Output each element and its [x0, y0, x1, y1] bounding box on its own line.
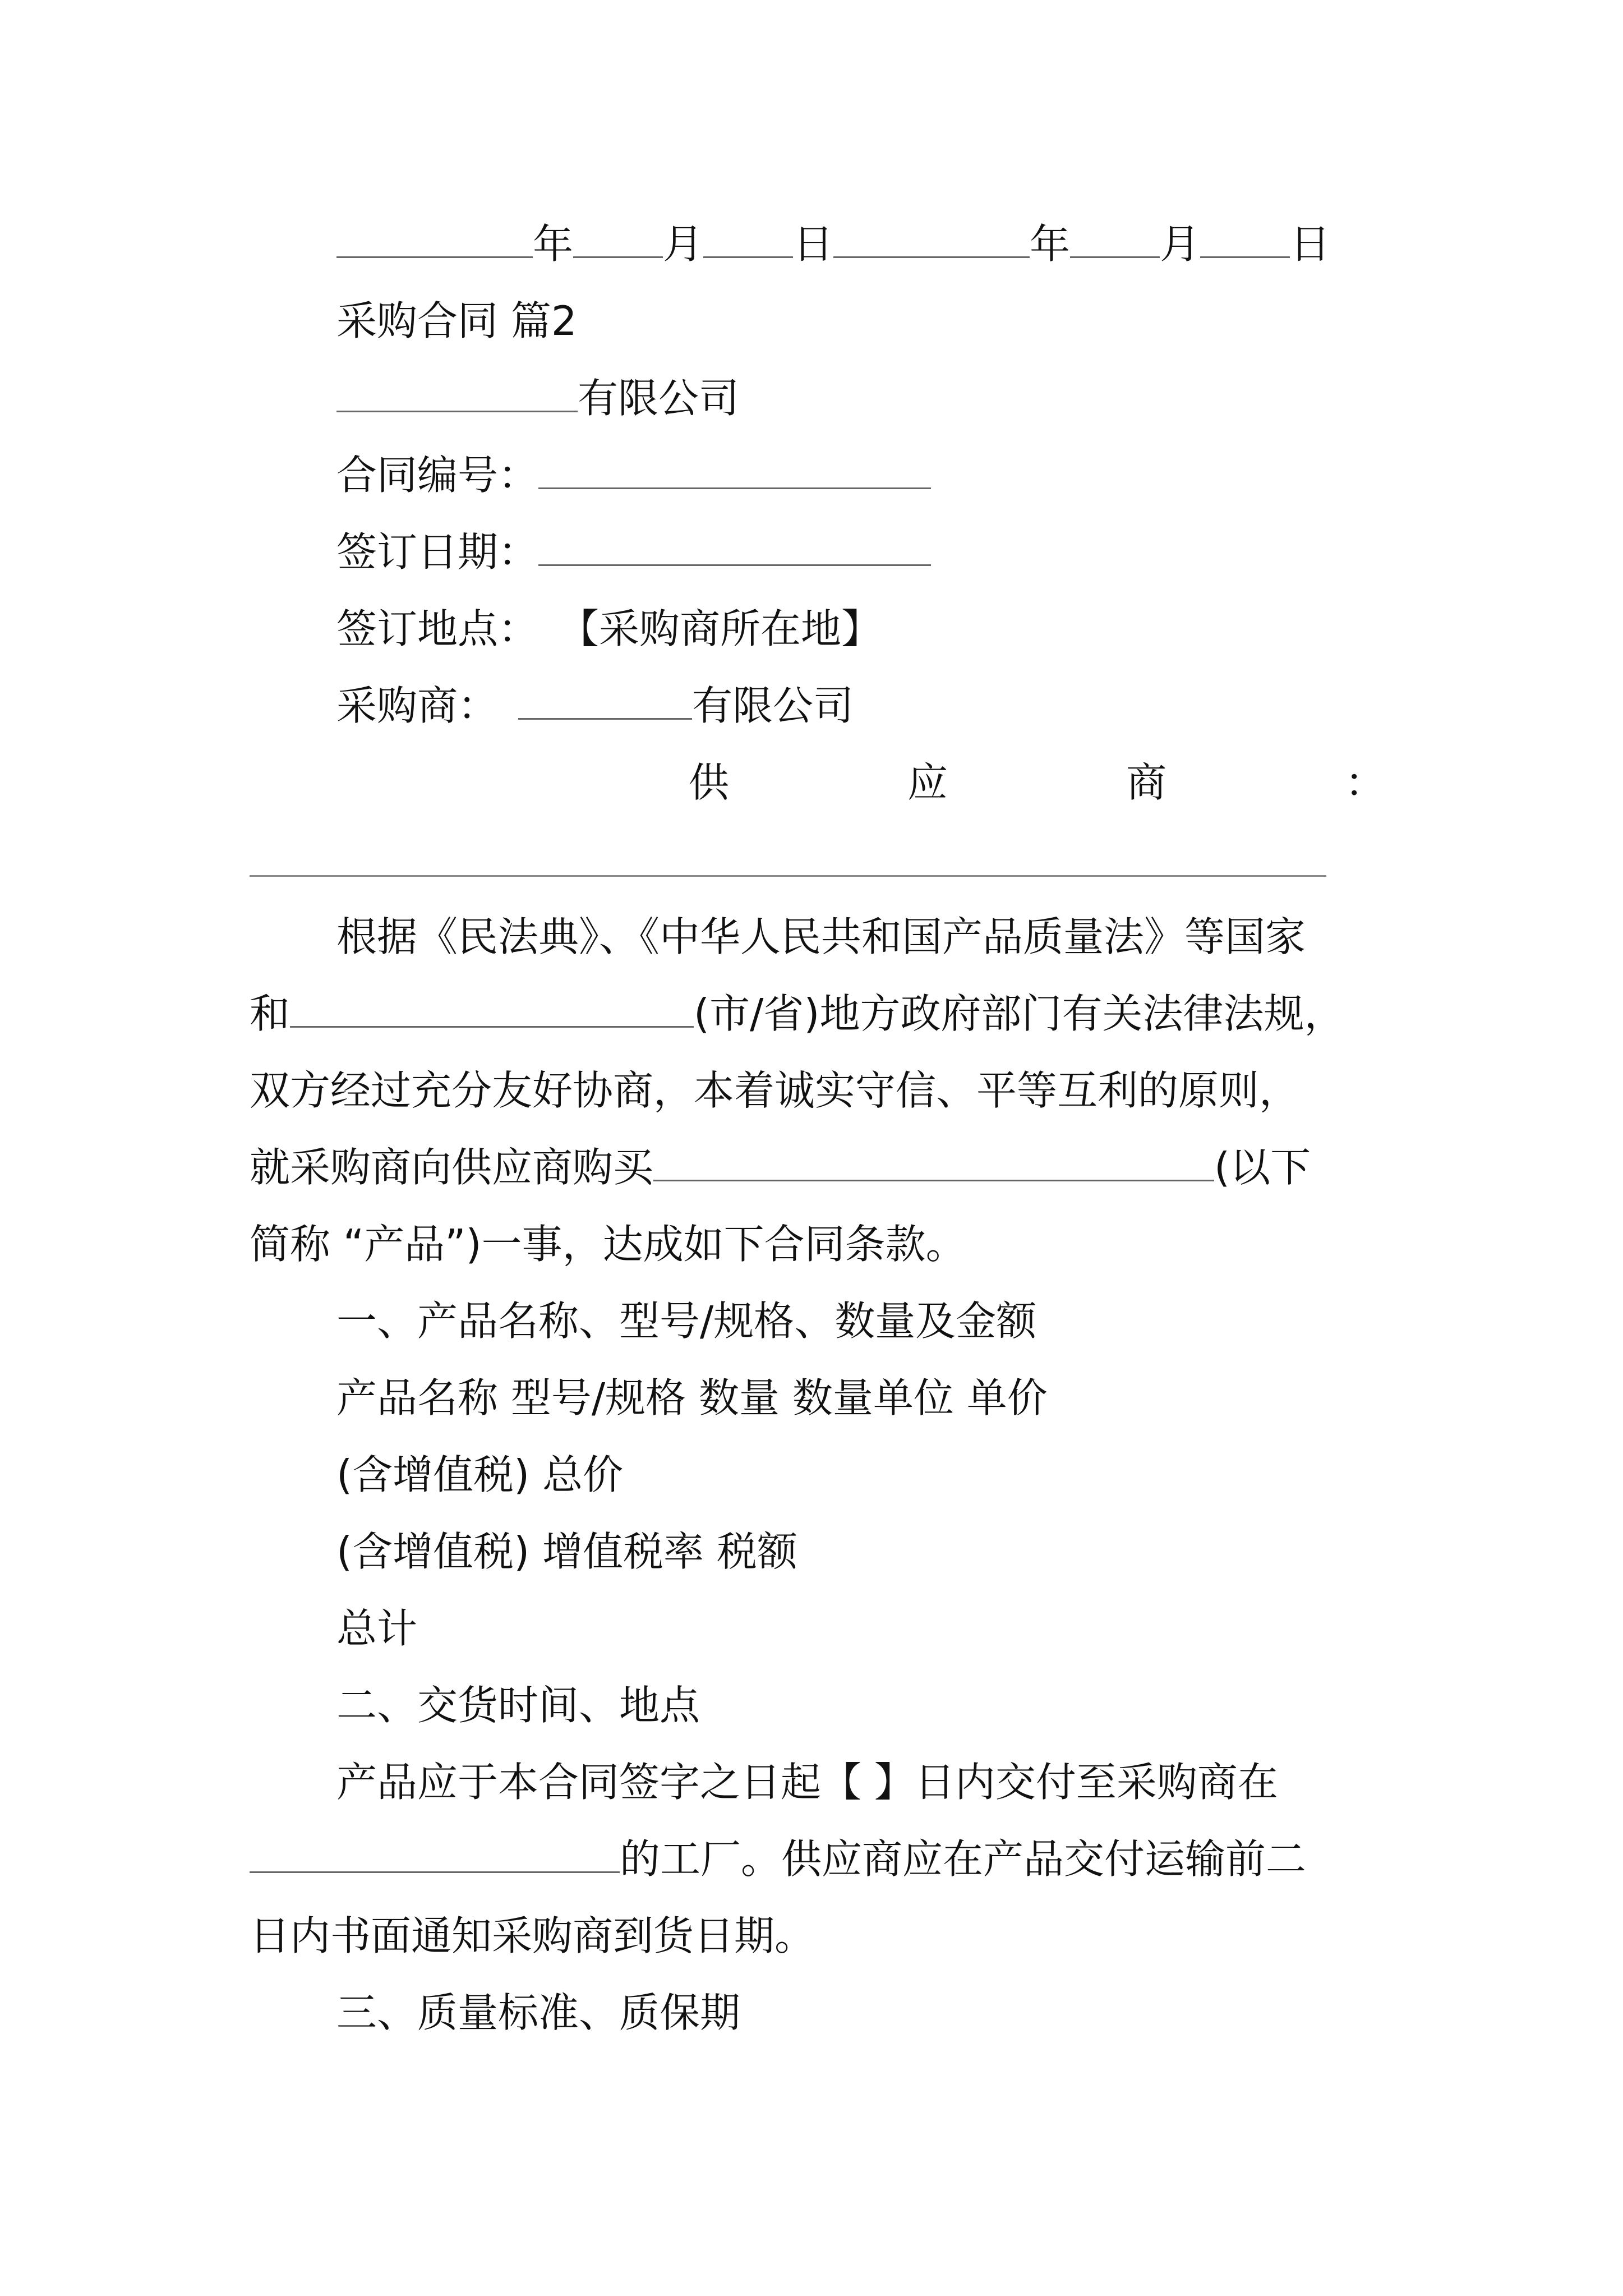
month-blank-2[interactable] [1070, 251, 1160, 258]
para1-line2-end: (市/省)地方政府部门有关法律法规， [694, 990, 1345, 1037]
sign-place-value: 【采购商所在地】 [559, 605, 882, 652]
para2-line1: 产品应于本合同签字之日起【 】日内交付至采购商在 [336, 1759, 1278, 1806]
para1-line3: 双方经过充分友好协商，本着诚实守信、平等互利的原则， [250, 1067, 1300, 1114]
total-label: 总计 [336, 1605, 418, 1652]
table-header-1: 产品名称 型号/规格 数量 数量单位 单价 [336, 1374, 1048, 1421]
sign-date-blank[interactable] [538, 559, 931, 566]
sign-date-line [0, 524, 1623, 580]
supplier-char-4: ： [1345, 759, 1386, 806]
para2-line2-text: 的工厂。供应商应在产品交付运输前二 [620, 1835, 1307, 1883]
month-blank-1[interactable] [573, 251, 663, 258]
para1-line4-end: (以下 [1214, 1144, 1311, 1191]
contract-no-blank[interactable] [538, 482, 931, 489]
supplier-char-3: 商 [1126, 759, 1167, 806]
day-label-1: 日 [793, 220, 834, 268]
day-label-2: 日 [1290, 220, 1331, 268]
day-blank-2[interactable] [1200, 251, 1290, 258]
supplier-line [0, 754, 1623, 811]
sign-place-label: 签订地点： [336, 605, 539, 652]
company-suffix: 有限公司 [578, 375, 740, 422]
year-label-2: 年 [1030, 220, 1071, 268]
para1-line2-start: 和 [250, 990, 291, 1037]
year-blank-1[interactable] [336, 251, 533, 258]
buyer-name-blank[interactable] [518, 712, 692, 720]
company-line [0, 370, 1623, 426]
month-label-2: 月 [1160, 220, 1201, 268]
para1-line4-start: 就采购商向供应商购买 [250, 1144, 654, 1191]
section-1-heading: 一、产品名称、型号/规格、数量及金额 [336, 1297, 1037, 1345]
section-3-heading: 三、质量标准、质保期 [336, 1989, 741, 2036]
para1-line1: 根据《民法典》、《中华人民共和国产品质量法》等国家 [336, 913, 1306, 960]
table-header-3: (含增值税) 增值税率 税额 [336, 1528, 797, 1575]
section-2-heading: 二、交货时间、地点 [336, 1682, 700, 1729]
buyer-label: 采购商： [336, 682, 499, 729]
contract-title: 采购合同 篇2 [336, 297, 577, 344]
day-blank-1[interactable] [703, 251, 793, 258]
company-name-blank[interactable] [336, 405, 578, 412]
buyer-company-suffix: 有限公司 [692, 682, 854, 729]
supplier-char-1: 供 [689, 759, 730, 806]
sign-date-label: 签订日期： [336, 528, 539, 576]
para2-line2 [0, 1831, 1623, 1887]
para1-line4 [0, 1139, 1623, 1195]
table-header-2: (含增值税) 总价 [336, 1451, 624, 1498]
month-label-1: 月 [663, 220, 704, 268]
region-blank[interactable] [290, 1020, 694, 1028]
year-blank-2[interactable] [833, 251, 1030, 258]
supplier-char-2: 应 [907, 759, 948, 806]
contract-no-label: 合同编号： [336, 452, 539, 499]
year-label-1: 年 [533, 220, 574, 268]
para2-line3: 日内书面通知采购商到货日期。 [250, 1912, 815, 1959]
para1-line5: 简称 “产品”)一事，达成如下合同条款。 [250, 1221, 966, 1268]
date-row [0, 216, 1623, 272]
supplier-name-blank[interactable] [250, 875, 1326, 877]
product-blank[interactable] [653, 1174, 1214, 1181]
buyer-line [0, 678, 1623, 734]
contract-no-line [0, 447, 1623, 503]
factory-blank[interactable] [250, 1866, 620, 1873]
sign-place-line [0, 601, 1623, 657]
para1-line2 [0, 986, 1623, 1042]
